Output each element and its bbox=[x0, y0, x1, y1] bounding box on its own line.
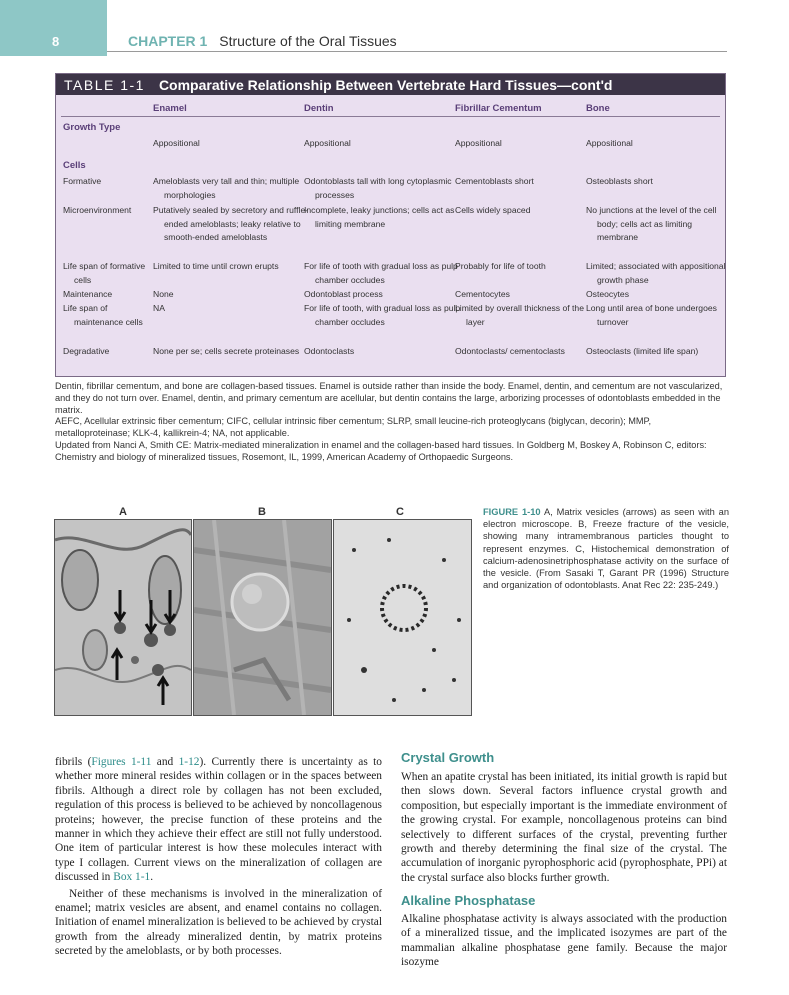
table-cell: Osteoblasts short bbox=[586, 176, 653, 186]
text-run: ). Currently there is uncertainty as to whether more mineral resides within collagen or in the spaces between fibrils. Although a direct role by collagen has not been excluded, regulation of this process is believed to be achieved by noncollagenous proteins; however, the precise function of these proteins and the manner in which they achieve their effect are still not fully understood. One item of particular interest is how these molecules interact with type I collagen. Current views on the mineralization of collagen are discussed in bbox=[55, 756, 382, 884]
chapter-label: CHAPTER 1 bbox=[128, 33, 208, 49]
heading-crystal-growth: Crystal Growth bbox=[401, 750, 495, 765]
panel-label-c: C bbox=[396, 506, 404, 518]
heading-alkaline-phosphatase: Alkaline Phosphatase bbox=[401, 893, 536, 908]
table-cell: None bbox=[153, 289, 174, 299]
table-cell: Appositional bbox=[455, 138, 502, 148]
text-run: and bbox=[151, 756, 179, 768]
row-label: Maintenance bbox=[63, 289, 113, 299]
header-rule bbox=[107, 51, 727, 52]
chapter-title: Structure of the Oral Tissues bbox=[219, 33, 397, 49]
row-label: Life span of maintenance cells bbox=[63, 303, 143, 327]
panel-label-a: A bbox=[119, 506, 127, 518]
table-number: TABLE 1-1 bbox=[64, 76, 145, 93]
paragraph: Alkaline phosphatase activity is always associated with the production of a mineralized tissue, and the implicated isozymes are part of the mammalian alkaline phosphatase gene family. Because the major isozyme bbox=[401, 913, 727, 969]
table-cell: Cementoblasts short bbox=[455, 176, 534, 186]
alkaline-phosphatase-text bbox=[401, 912, 727, 970]
table-title: Comparative Relationship Between Vertebrate Hard Tissues—cont'd bbox=[158, 76, 613, 93]
row-label: Life span of formative cells bbox=[63, 261, 146, 285]
footnote-abbreviations: AEFC, Acellular extrinsic fiber cementum; CIFC, cellular intrinsic fiber cementum; SLRP, small leucine-rich proteoglycans (biglycan, decorin); MMP, metalloproteinase; KLK-4, kallikrein-4; NA, not applicable. bbox=[55, 416, 652, 439]
box-link[interactable]: Box 1-1 bbox=[113, 871, 151, 884]
table-cell: Cementocytes bbox=[455, 289, 510, 299]
page-number: 8 bbox=[52, 34, 60, 49]
micrograph-c bbox=[333, 519, 472, 716]
table-cell: Appositional bbox=[304, 138, 351, 148]
table-cell: Cells widely spaced bbox=[455, 205, 531, 215]
table-cell: Osteoclasts (limited life span) bbox=[586, 346, 699, 356]
table-cell: Putatively sealed by secretory and ruffle-ended ameloblasts; leaky relative to smooth-ended ameloblasts bbox=[153, 205, 309, 242]
table-cell: None per se; cells secrete proteinases bbox=[153, 346, 300, 356]
row-label: Degradative bbox=[63, 346, 110, 356]
table-cell: Ameloblasts very tall and thin; multiple morphologies bbox=[153, 176, 300, 200]
figure-link[interactable]: Figures 1-11 bbox=[91, 756, 152, 768]
panel-label-b: B bbox=[258, 506, 266, 518]
text-run: fibrils ( bbox=[55, 756, 92, 768]
table-cell: Limited; associated with appositional growth phase bbox=[586, 261, 726, 285]
running-head bbox=[128, 33, 397, 49]
micrograph-b bbox=[193, 519, 332, 716]
col-head-cementum: Fibrillar Cementum bbox=[455, 103, 542, 114]
table-cell: For life of tooth with gradual loss as pulp chamber occludes bbox=[304, 261, 458, 285]
column-header-rule bbox=[61, 116, 720, 117]
table-cell: For life of tooth, with gradual loss as pulp chamber occludes bbox=[304, 303, 461, 327]
figure-caption bbox=[483, 506, 729, 591]
row-label: Formative bbox=[63, 176, 102, 186]
table-cell: Odontoblasts tall with long cytoplasmic processes bbox=[304, 176, 452, 200]
table-cell: Appositional bbox=[586, 138, 633, 148]
section-cells: Cells bbox=[63, 160, 86, 171]
paragraph: When an apatite crystal has been initiated, its initial growth is rapid but then slows down. Several factors influence crystal growth and composition, but especially important is the immediate environment of the growing crystal. For example, noncollagenous proteins can bind selectively to different surfaces of the crystal, preventing further growth and thereby determining the final size of the crystal. The accumulation of inorganic pyrophosphoric acid (pyrophosphate, PPi) at the crystal surface also blocks further growth. bbox=[401, 771, 727, 884]
footnote-summary: Dentin, fibrillar cementum, and bone are collagen-based tissues. Enamel is outside rather than inside the body. Enamel, dentin, and cementum are not vascularized, and they do not turn over. Enamel, dentin, and primary cementum are acellular, but dentin contains the large, arborizing processes of odontoblasts embedded in the matrix. bbox=[55, 381, 723, 415]
table-cell: Appositional bbox=[153, 138, 200, 148]
text-run: . bbox=[150, 871, 154, 884]
crystal-growth-text bbox=[401, 770, 727, 885]
table-cell: Odontoclasts bbox=[304, 346, 355, 356]
table-cell: Limited by overall thickness of the layer bbox=[455, 303, 584, 327]
table-cell: Osteocytes bbox=[586, 289, 629, 299]
table-cell: No junctions at the level of the cell body; cells act as limiting membrane bbox=[586, 205, 717, 242]
footnote-source: Updated from Nanci A, Smith CE: Matrix-mediated mineralization in enamel and the collagen-based hard tissues. In Goldberg M, Boskey A, Robinson C, editors: Chemistry and biology of mineralized tissues, Rosemont, IL, 1999, American Academy of Orthopaedic Surgeons. bbox=[55, 439, 707, 462]
table-cell: Odontoclasts/ cementoclasts bbox=[455, 346, 565, 356]
paragraph bbox=[55, 755, 382, 885]
table-cell: NA bbox=[153, 303, 165, 313]
col-head-enamel: Enamel bbox=[153, 103, 187, 114]
table-footnotes bbox=[55, 381, 727, 464]
micrograph-a bbox=[54, 519, 192, 716]
figure-caption-text: A, Matrix vesicles (arrows) as seen with an electron microscope. B, Freeze fracture of the vesicle, showing many intramembranous particles thought to represent enzymes. C, Histochemical demonstration of calcium-adenosinetriphosphatase activity on the surface of the vesicle. (From Sasaki T, Garant PR (1996) Structure and organization of odontoblasts. Anat Rec 22: 235-249.) bbox=[483, 507, 729, 591]
table-title-bar bbox=[56, 74, 725, 95]
body-left-column bbox=[55, 755, 382, 959]
col-head-dentin: Dentin bbox=[304, 103, 334, 114]
figure-caption-id: FIGURE 1-10 bbox=[483, 507, 541, 517]
comparison-table bbox=[55, 73, 726, 377]
table-cell: Limited to time until crown erupts bbox=[153, 261, 279, 271]
section-growth-type: Growth Type bbox=[63, 122, 121, 133]
col-head-bone: Bone bbox=[586, 103, 610, 114]
paragraph: Neither of these mechanisms is involved in the mineralization of enamel; matrix vesicles are absent, and enamel contains no collagen. Initiation of enamel mineralization is believed to be achieved by crystal growth from the already mineralized dentin, by matrix proteins secreted by the ameloblasts, or by both processes. bbox=[55, 887, 382, 958]
table-cell: Long until area of bone undergoes turnover bbox=[586, 303, 717, 327]
table-cell: Probably for life of tooth bbox=[455, 261, 546, 271]
row-label: Microenvironment bbox=[63, 205, 132, 215]
figure-link[interactable]: 1-12 bbox=[178, 756, 200, 768]
table-cell: Incomplete, leaky junctions; cells act as limiting membrane bbox=[304, 205, 455, 229]
table-cell: Odontoblast process bbox=[304, 289, 383, 299]
